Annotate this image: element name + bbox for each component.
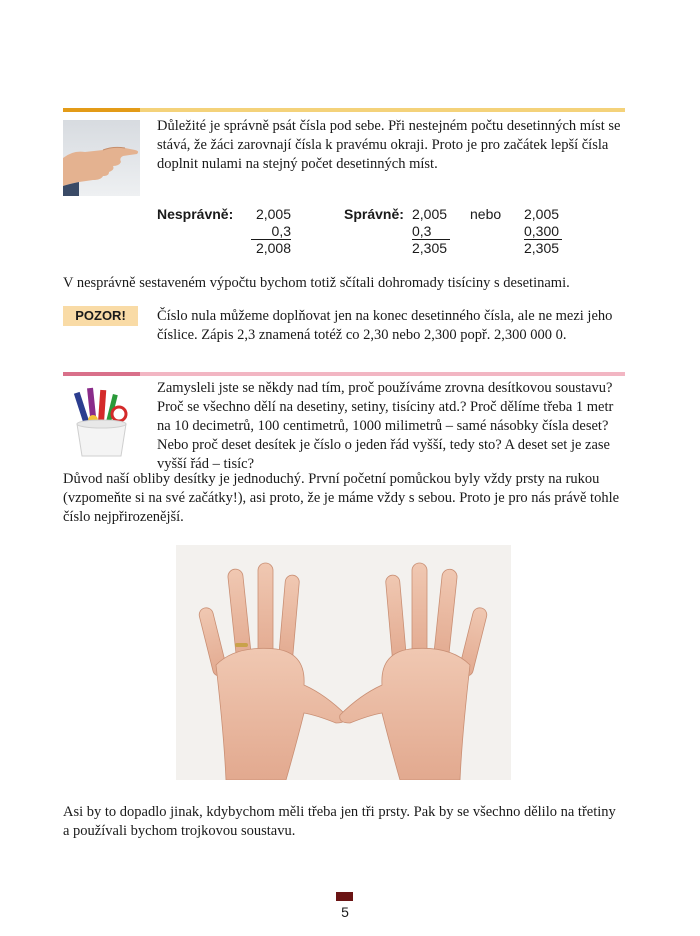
wrong-value-1: 2,005 — [255, 206, 291, 222]
wrong-sum: 2,008 — [255, 240, 291, 256]
page-number: 5 — [341, 904, 349, 920]
right-b-value-1: 2,005 — [524, 206, 560, 222]
or-label: nebo — [470, 206, 502, 222]
right-label: Správně: — [344, 206, 404, 222]
closing-paragraph: Asi by to dopadlo jinak, kdybychom měli třeba jen tři prsty. Pak by se všechno dělilo na třetiny a používali bychom trojkovou soustavu. — [63, 804, 616, 839]
pozor-badge: POZOR! — [63, 306, 138, 326]
pointing-hand-image — [63, 120, 140, 196]
question-paragraph: Zamysleli jste se někdy nad tím, proč používáme zrovna desítkovou soustavu? Proč se všechno dělí na desetiny, setiny, tisíciny atd.? Proč dělíme třeba 1 metr na 10 decimetrů, 100 centimetrů, 1000 milimetrů – samé násobky čísla deset? Nebo proč deset desítek je číslo o jeden řád vyšší, tedy sto? A deset set je zase vyšší řád – tisíc? — [157, 380, 614, 472]
explanation-paragraph: V nesprávně sestaveném výpočtu bychom totiž sčítali dohromady tisíciny s desetinami. — [63, 275, 570, 291]
hands-photo — [176, 545, 511, 780]
page-number-marker — [336, 892, 353, 901]
pen-cup-image — [63, 384, 140, 460]
right-b-value-2: 0,300 — [524, 223, 562, 240]
section2-divider — [63, 372, 625, 376]
answer-paragraph: Důvod naší obliby desítky je jednoduchý. První početní pomůckou byly vždy prsty na rukou (vzpomeňte si na své začátky!), asi proto, že je máme vždy s sebou. Proto je pro nás právě tohle číslo nejpřirozenější. — [63, 471, 620, 525]
pozor-paragraph: Číslo nula můžeme doplňovat jen na konec desetinného čísla, ale ne mezi jeho číslice. Zápis 2,3 znamená totéž co 2,30 nebo 2,300 popř. 2,300 000 0. — [157, 308, 613, 343]
intro-paragraph: Důležité je správně psát čísla pod sebe. Při nestejném počtu desetinných míst se stává, že žáci zarovnají čísla k pravému okraji. Proto je pro začátek lepší čísla doplnit nulami na stejný počet desetinných míst. — [157, 118, 621, 172]
right-b-sum: 2,305 — [524, 240, 560, 256]
wrong-value-2: 0,3 — [251, 223, 291, 240]
right-a-value-1: 2,005 — [412, 206, 448, 222]
right-a-sum: 2,305 — [412, 240, 448, 256]
section1-divider — [63, 108, 625, 112]
right-a-value-2: 0,3 — [412, 223, 450, 240]
wrong-label: Nesprávně: — [157, 206, 234, 222]
